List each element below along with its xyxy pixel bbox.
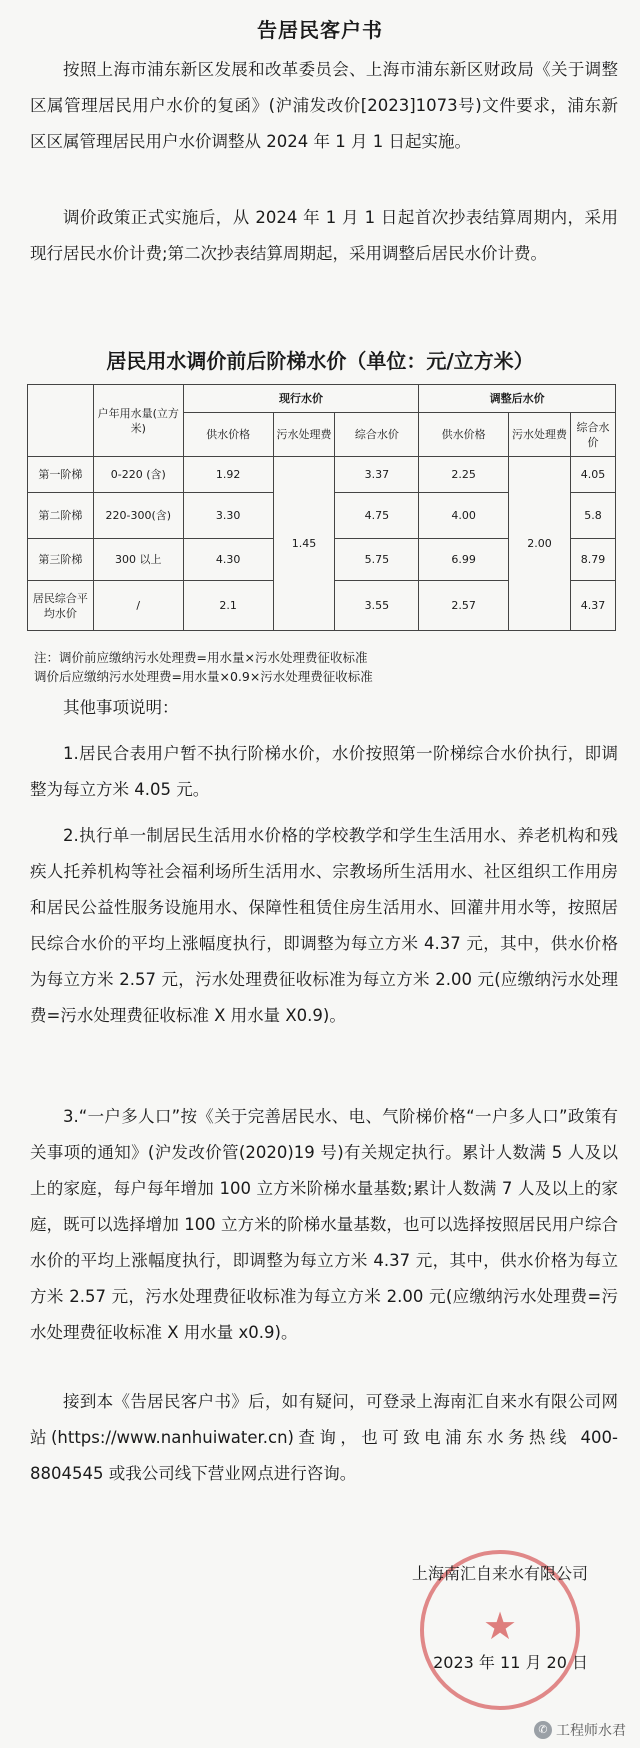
page-title: 告居民客户书 — [257, 18, 383, 42]
water-price-table — [27, 384, 616, 631]
other-heading: 其他事项说明： — [63, 698, 179, 717]
watermark-text: 工程师水君 — [556, 1723, 626, 1739]
tier-label: 第一阶梯 — [28, 457, 94, 493]
intro-paragraph: 按照上海市浦东新区发展和改革委员会、上海市浦东新区财政局《关于调整区属管理居民用户水价的复函》(沪浦发改价[2023]1073号)文件要求，浦东新区区属管理居民用户水价调整从 2024 年 1 月 1 日起实施。 — [30, 60, 618, 151]
tier-label: 第三阶梯 — [28, 539, 94, 581]
cur-supply-price: 2.1 — [183, 581, 273, 631]
cur-combined-price: 4.75 — [335, 493, 419, 539]
item-3: 3.“一户多人口”按《关于完善居民水、电、气阶梯价格“一户多人口”政策有关事项的通知》(沪发改价管(2020)19 号)有关规定执行。累计人数满 5 人及以上的家庭，每户每年增加 100 立方米阶梯水量基数;累计人数满 7 人及以上的家庭，既可以选择增加 100 立方米的阶梯水量基数，也可以选择按照居民用户综合水价的平均上涨幅度执行，即调整为每立方米 4.37 元，其中，供水价格为每立方米 2.57 元，污水处理费征收标准为每立方米 2.00 元(应缴纳污水处理费=污水处理费征收标准 X 用水量 x0.9)。 — [30, 1107, 618, 1342]
policy-paragraph: 调价政策正式实施后，从 2024 年 1 月 1 日起首次抄表结算周期内，采用现行居民水价计费;第二次抄表结算周期起，采用调整后居民水价计费。 — [30, 208, 618, 263]
header-cur-sewage: 污水处理费 — [273, 413, 335, 457]
header-new-supply: 供水价格 — [419, 413, 509, 457]
table-title: 居民用水调价前后阶梯水价（单位：元/立方米） — [106, 349, 534, 373]
signature-date: 2023 年 11 月 20 日 — [433, 1653, 588, 1672]
cur-supply-price: 3.30 — [183, 493, 273, 539]
note-after: 调价后应缴纳污水处理费=用水量×0.9×污水处理费征收标准 — [34, 669, 373, 684]
table-row — [28, 457, 616, 493]
tier-label: 第二阶梯 — [28, 493, 94, 539]
header-adjusted-price: 调整后水价 — [419, 385, 616, 413]
signature-company: 上海南汇自来水有限公司 — [411, 1564, 588, 1583]
item-2: 2.执行单一制居民生活用水价格的学校教学和学生生活用水、养老机构和残疾人托养机构等社会福利场所生活用水、宗教场所生活用水、社区组织工作用房和居民公益性服务设施用水、保障性租赁住房生活用水、回灌井用水等，按照居民综合水价的平均上涨幅度执行，即调整为每立方米 4.37 元，其中，供水价格为每立方米 2.57 元，污水处理费征收标准为每立方米 2.00 元(应缴纳污水处理费=污水处理费征收标准 X 用水量 X0.9)。 — [30, 826, 618, 1025]
new-supply-price: 6.99 — [419, 539, 509, 581]
cur-supply-price: 4.30 — [183, 539, 273, 581]
wechat-icon: ✆ — [534, 1721, 552, 1739]
cur-supply-price: 1.92 — [183, 457, 273, 493]
header-cur-combined: 综合水价 — [335, 413, 419, 457]
note-before: 注：调价前应缴纳污水处理费=用水量×污水处理费征收标准 — [34, 650, 368, 665]
header-current-price: 现行水价 — [183, 385, 419, 413]
cur-combined-price: 3.55 — [335, 581, 419, 631]
new-sewage-fee: 2.00 — [509, 457, 571, 631]
tier-volume: 300 以上 — [93, 539, 183, 581]
header-new-combined: 综合水价 — [570, 413, 615, 457]
tier-volume: / — [93, 581, 183, 631]
seal-star-icon: ★ — [482, 1604, 518, 1648]
tier-volume: 220-300(含) — [93, 493, 183, 539]
corner-cell — [28, 385, 94, 457]
new-combined-price: 8.79 — [570, 539, 615, 581]
tier-label: 居民综合平均水价 — [28, 581, 94, 631]
new-combined-price: 4.37 — [570, 581, 615, 631]
item-1: 1.居民合表用户暂不执行阶梯水价，水价按照第一阶梯综合水价执行，即调整为每立方米 4.05 元。 — [30, 744, 618, 799]
new-supply-price: 2.57 — [419, 581, 509, 631]
watermark — [534, 1720, 626, 1740]
tier-volume: 0-220 (含) — [93, 457, 183, 493]
new-supply-price: 4.00 — [419, 493, 509, 539]
header-annual-volume: 户年用水量(立方米) — [93, 385, 183, 457]
new-combined-price: 5.8 — [570, 493, 615, 539]
new-supply-price: 2.25 — [419, 457, 509, 493]
header-cur-supply: 供水价格 — [183, 413, 273, 457]
closing-paragraph: 接到本《告居民客户书》后，如有疑问，可登录上海南汇自来水有限公司网站(https://www.nanhuiwater.cn)查询，也可致电浦东水务热线 400-8804545 或我公司线下营业网点进行咨询。 — [30, 1392, 618, 1483]
new-combined-price: 4.05 — [570, 457, 615, 493]
header-new-sewage: 污水处理费 — [509, 413, 571, 457]
cur-combined-price: 5.75 — [335, 539, 419, 581]
cur-sewage-fee: 1.45 — [273, 457, 335, 631]
cur-combined-price: 3.37 — [335, 457, 419, 493]
